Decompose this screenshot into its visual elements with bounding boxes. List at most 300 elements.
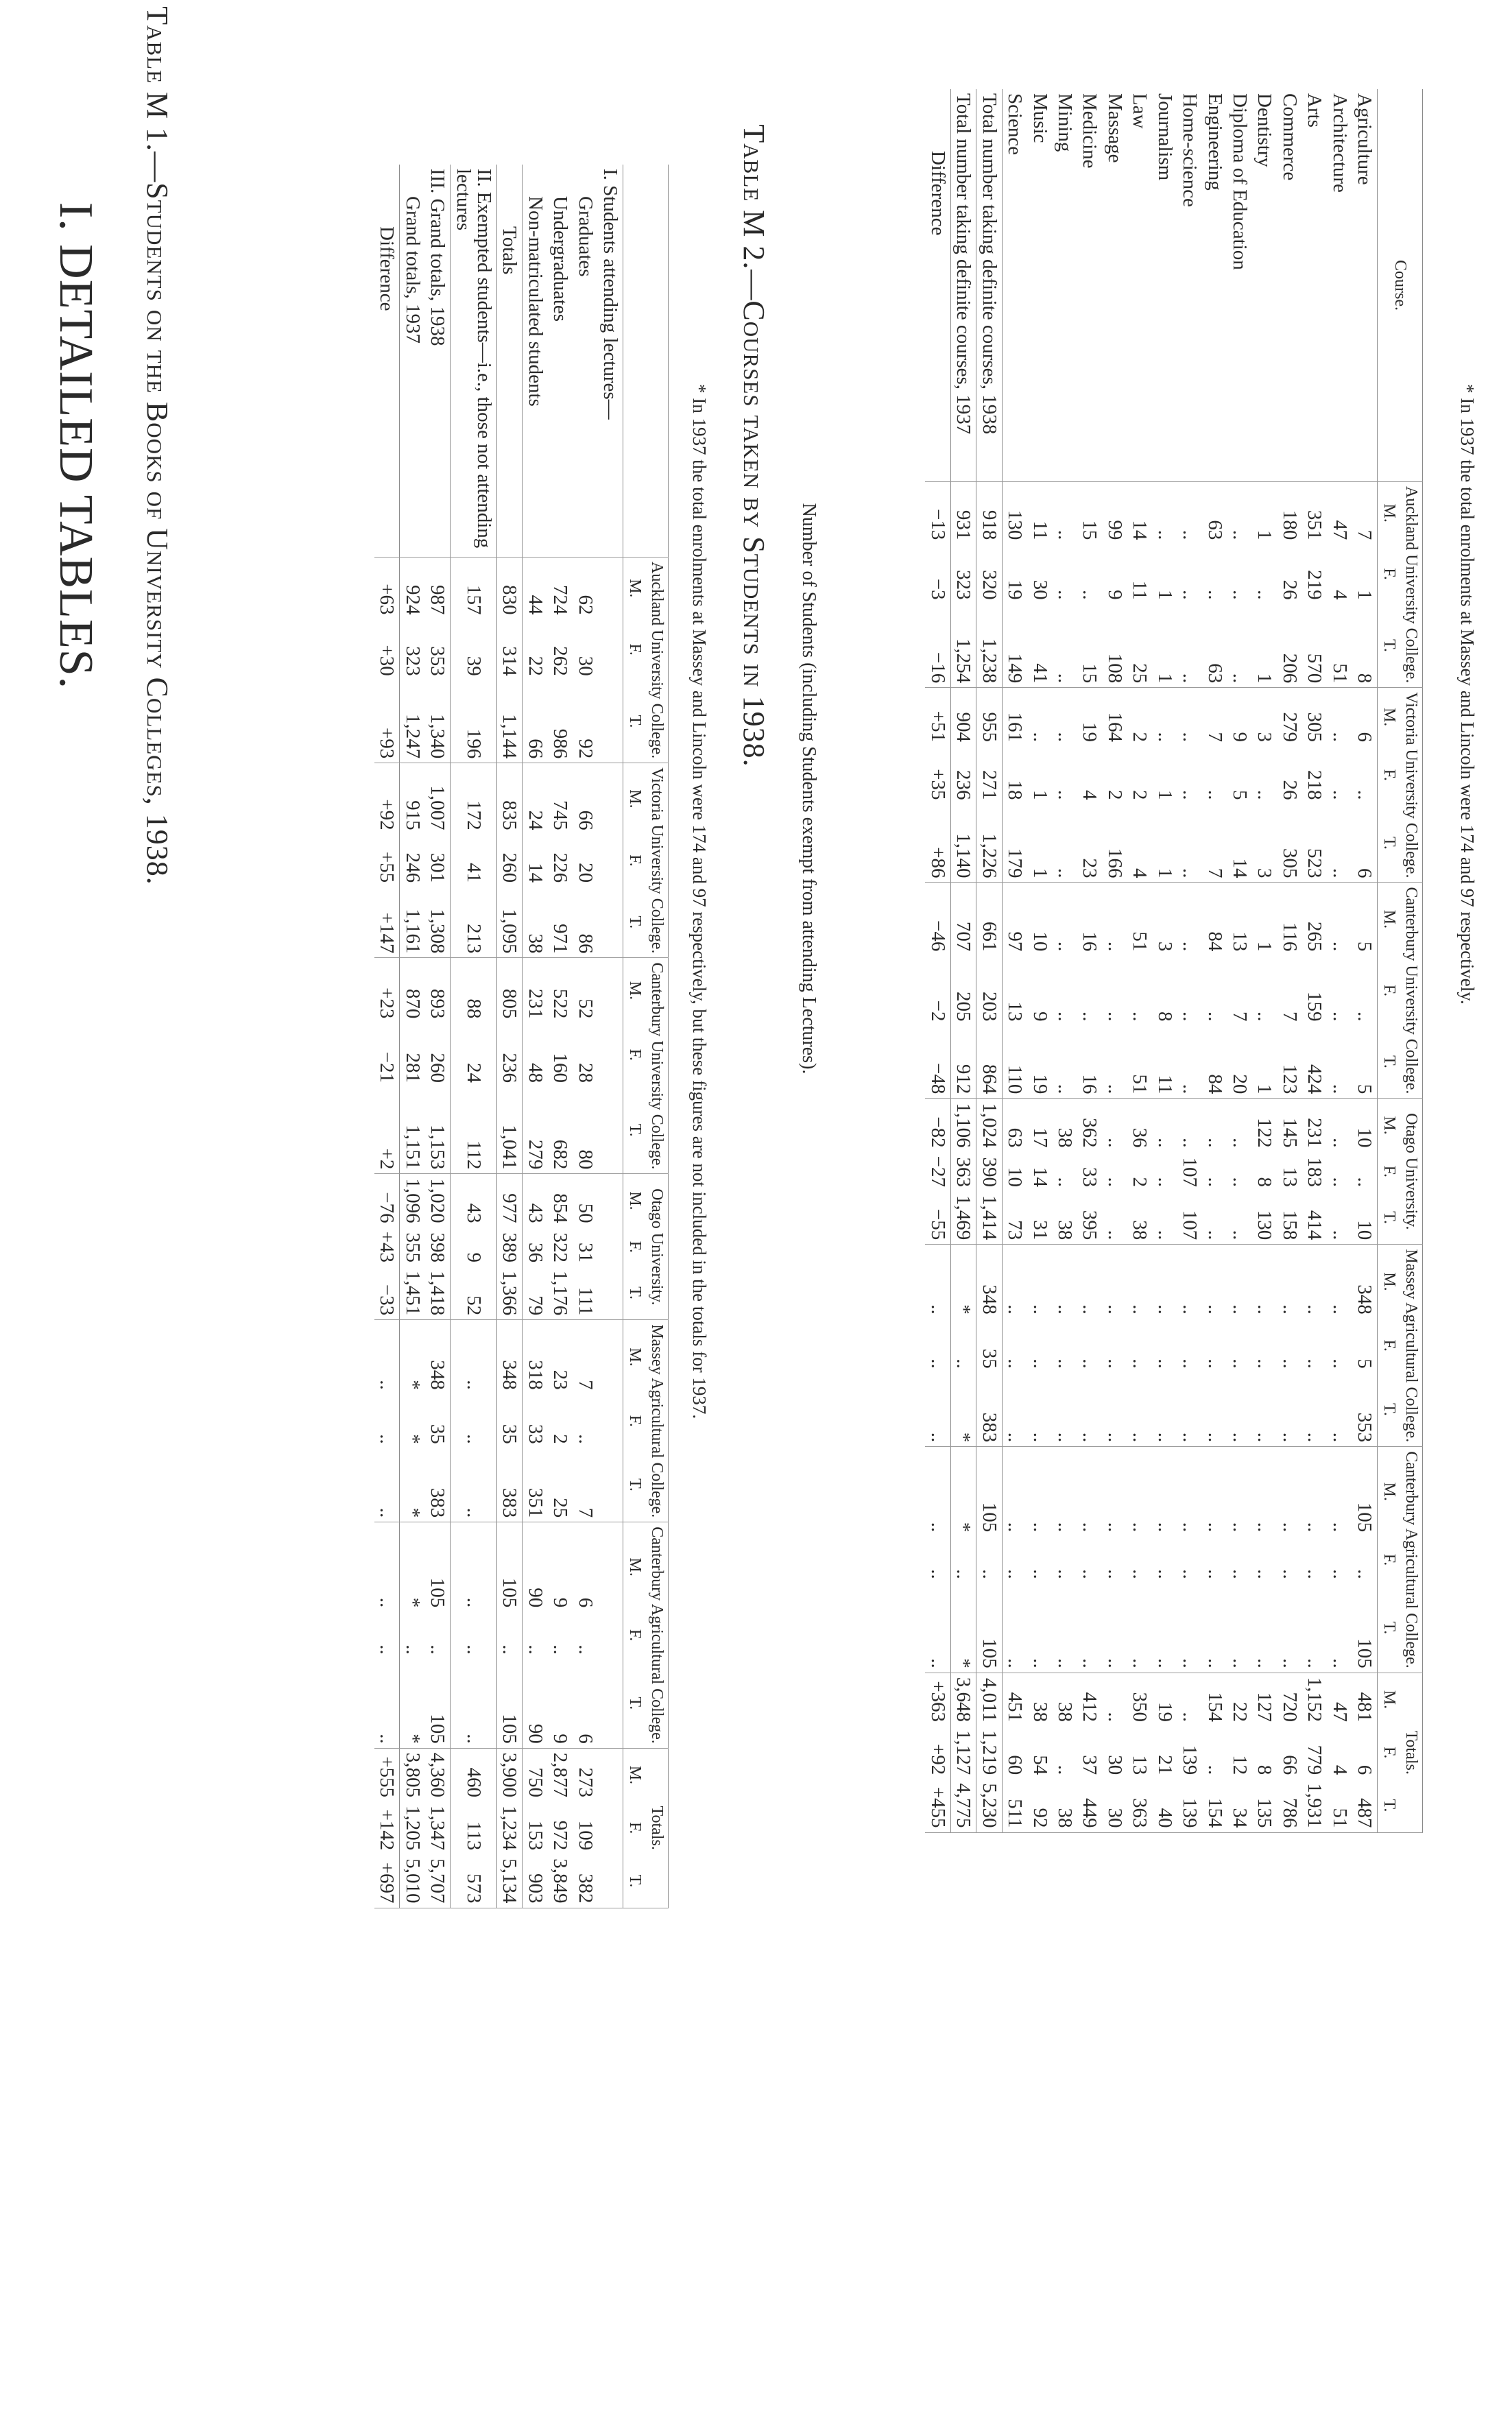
college-header: Canterbury University College. — [646, 958, 669, 1174]
table-cell: +35 — [926, 769, 949, 800]
table-cell: .. — [1002, 1583, 1027, 1673]
subhead-total: T. — [1378, 1025, 1400, 1098]
table-cell: .. — [1229, 590, 1251, 600]
table-cell: .. — [1179, 529, 1201, 540]
table-cell: .. — [374, 1448, 400, 1522]
table-cell: 1,020 — [427, 1178, 449, 1223]
table-cell: .. — [1277, 1373, 1301, 1447]
table-cell: 348 — [978, 1284, 1000, 1315]
table-cell: .. — [1203, 1304, 1226, 1315]
table-cell: .. — [1203, 1569, 1226, 1579]
table-cell: .. — [926, 1569, 949, 1579]
table-cell: 22 — [524, 656, 547, 676]
table-cell: 987 — [427, 585, 449, 615]
table-cell: 487 — [1352, 1779, 1378, 1832]
table-cell: 41 — [1027, 604, 1052, 688]
table-cell: .. — [1053, 604, 1077, 688]
table-cell: * — [950, 1583, 976, 1673]
table-cell — [598, 1267, 623, 1320]
table-cell: 7 — [1354, 529, 1376, 540]
table-cell: 10 — [1354, 1127, 1376, 1148]
row-label: Engineering — [1202, 89, 1227, 482]
college-header: Auckland University College. — [646, 558, 669, 763]
table-cell: 22 — [1229, 1702, 1251, 1723]
table-cell: 322 — [549, 1232, 572, 1262]
table-cell: −27 — [926, 1155, 949, 1187]
table-cell: .. — [1027, 1373, 1052, 1447]
table1-stub-header — [623, 165, 669, 558]
table-cell: 5 — [1354, 941, 1376, 952]
table-cell: −21 — [376, 1051, 398, 1083]
table-cell: 19 — [1004, 579, 1027, 600]
table-cell: .. — [1079, 1522, 1101, 1533]
subhead-male: M. — [625, 981, 644, 1001]
table-row — [548, 165, 573, 1908]
table-cell: +43 — [376, 1231, 398, 1262]
table-cell: .. — [1328, 732, 1351, 742]
table-cell: 97 — [1004, 931, 1027, 952]
table-cell — [598, 619, 623, 680]
table-cell: 8 — [1253, 1177, 1276, 1187]
table-cell: 523 — [1302, 804, 1327, 883]
table-cell: 38 — [1053, 1702, 1076, 1723]
table-cell — [598, 1320, 623, 1394]
table-cell: 105 — [425, 1659, 451, 1749]
table-cell: 1,106 — [952, 1103, 975, 1148]
table-cell: 271 — [978, 769, 1000, 800]
table-cell: 1,414 — [976, 1191, 1002, 1245]
table-cell: 19 — [1079, 721, 1101, 742]
table-cell: 11 — [1152, 1025, 1177, 1098]
table-cell: .. — [1152, 1583, 1177, 1673]
table-cell: 661 — [978, 921, 1000, 952]
table-cell: .. — [1302, 1583, 1327, 1673]
table-cell: 10 — [1004, 1167, 1027, 1187]
table-cell: 62 — [574, 595, 597, 615]
table-cell: 161 — [1004, 712, 1027, 742]
table-cell: .. — [1252, 1373, 1277, 1447]
table-cell: .. — [1153, 732, 1176, 742]
table-cell: .. — [1127, 1373, 1152, 1447]
table-cell: 1,308 — [425, 887, 451, 958]
table-cell: 1 — [1253, 941, 1276, 952]
table-cell: 1,127 — [952, 1730, 975, 1775]
table-cell: 305 — [1304, 712, 1326, 742]
table-cell: .. — [1129, 1304, 1151, 1315]
table-cell: .. — [1328, 1177, 1351, 1187]
table-cell: * — [952, 1522, 975, 1533]
table-cell: 1 — [1027, 804, 1052, 883]
table-row — [950, 89, 976, 1832]
table-cell: 246 — [401, 852, 424, 883]
table-cell: 924 — [401, 585, 424, 615]
table-cell: .. — [1079, 590, 1101, 600]
table-cell: .. — [1253, 1522, 1276, 1533]
table-cell: 4,775 — [950, 1779, 976, 1832]
table-cell: 977 — [499, 1193, 521, 1223]
table-cell: .. — [1053, 1569, 1076, 1579]
table-cell: .. — [1103, 1177, 1126, 1187]
table-cell: .. — [1203, 590, 1226, 600]
row-label: Graduates — [573, 165, 597, 558]
table-cell: 23 — [549, 1369, 572, 1390]
table-cell: 301 — [427, 852, 449, 883]
table-cell: .. — [1179, 1522, 1201, 1533]
table-cell: 38 — [1053, 1127, 1076, 1148]
table-cell: .. — [1177, 1373, 1202, 1447]
row-label: Massage — [1102, 89, 1127, 482]
table-cell: 35 — [978, 1348, 1000, 1369]
subhead-female: F. — [1380, 1165, 1398, 1178]
subhead-female: F. — [1380, 568, 1398, 580]
table-cell: .. — [1328, 941, 1351, 952]
table-cell — [598, 1087, 623, 1174]
table-cell: 854 — [549, 1193, 572, 1223]
table-cell: .. — [1129, 1522, 1151, 1533]
table-cell: 451 — [1004, 1692, 1027, 1723]
table-row — [1352, 89, 1378, 1832]
table-cell: 111 — [573, 1267, 597, 1320]
table-cell: 19 — [1153, 1702, 1176, 1723]
college-header: Canterbury University College. — [1400, 883, 1423, 1099]
table-cell: .. — [1004, 1358, 1027, 1369]
table-cell: .. — [1328, 1011, 1351, 1022]
table-cell: 105 — [978, 1502, 1000, 1533]
subhead-male: M. — [625, 579, 644, 598]
table-cell: 226 — [549, 852, 572, 883]
table-cell: 51 — [1129, 931, 1151, 952]
table-cell: +147 — [374, 887, 400, 958]
table-cell: .. — [1029, 1304, 1051, 1315]
table-cell: 37 — [1079, 1755, 1101, 1775]
subhead-male: M. — [1380, 707, 1398, 727]
table-cell: 158 — [1277, 1191, 1301, 1245]
subhead-total: T. — [623, 1448, 646, 1522]
table-cell: 830 — [499, 585, 521, 615]
table-cell: 25 — [1127, 604, 1152, 688]
row-label: Diploma of Education — [1227, 89, 1252, 482]
table-cell: .. — [1202, 1191, 1227, 1245]
table-cell: 139 — [1179, 1745, 1201, 1775]
table-cell: .. — [1304, 1522, 1326, 1533]
table-cell: .. — [1079, 1304, 1101, 1315]
table-cell — [598, 680, 623, 763]
table-cell: 80 — [573, 1087, 597, 1174]
table-cell — [598, 763, 623, 835]
table-cell: .. — [1328, 1358, 1351, 1369]
table-cell: 1,418 — [425, 1267, 451, 1320]
table1-footnote: * In 1937 the total enrolments at Massey and Lincoln were 174 and 97 respectively, but these figures are not included in the totals for 1937. — [689, 384, 710, 1419]
table-cell: 15 — [1079, 520, 1101, 540]
table-cell: +92 — [376, 799, 398, 830]
table-cell: 1,247 — [400, 680, 425, 763]
table-cell: .. — [1203, 1138, 1226, 1148]
table-cell: .. — [1354, 1569, 1376, 1579]
table-cell: 6 — [574, 1597, 597, 1608]
row-label: Arts — [1302, 89, 1327, 482]
table-cell: .. — [1029, 1522, 1051, 1533]
table-cell: 986 — [548, 680, 573, 763]
table-cell: +363 — [926, 1681, 949, 1723]
table-cell: .. — [401, 1644, 424, 1655]
table-cell: .. — [1103, 1358, 1126, 1369]
table-cell: .. — [1227, 1191, 1252, 1245]
table-cell: 166 — [1102, 804, 1127, 883]
table-cell: .. — [1179, 1011, 1201, 1022]
table-cell: .. — [1102, 1373, 1127, 1447]
row-label: II. Exempted students—i.e., those not attending lectures — [451, 165, 497, 558]
table-cell: 351 — [1304, 510, 1326, 540]
table-cell: 412 — [1079, 1692, 1101, 1723]
table-cell: 382 — [573, 1854, 597, 1908]
table-cell: 3,648 — [952, 1677, 975, 1723]
table-cell: 122 — [1253, 1118, 1276, 1148]
table-cell: 16 — [1079, 931, 1101, 952]
table-cell: 573 — [451, 1854, 497, 1908]
table-m1 — [374, 165, 669, 1908]
table-cell: 12 — [1229, 1755, 1251, 1775]
table-cell: 281 — [401, 1053, 424, 1083]
college-header: Auckland University College. — [1400, 482, 1423, 688]
table-cell: 108 — [1102, 604, 1127, 688]
table-cell: .. — [1202, 1583, 1227, 1673]
table-cell: .. — [1278, 1522, 1301, 1533]
table-cell: 1 — [1252, 1025, 1277, 1098]
table-cell: 7 — [574, 1380, 597, 1390]
table-cell: .. — [1053, 529, 1076, 540]
table-row — [1327, 89, 1352, 1832]
table-cell: 1,366 — [497, 1267, 523, 1320]
table-row — [925, 89, 950, 1832]
table-cell — [598, 1612, 623, 1659]
table-cell: .. — [1229, 1138, 1251, 1148]
table-cell: 10 — [1352, 1191, 1378, 1245]
table-cell: 864 — [976, 1025, 1002, 1098]
table-cell: 47 — [1328, 1702, 1351, 1723]
table-cell: 570 — [1302, 604, 1327, 688]
table-cell: .. — [1203, 1522, 1226, 1533]
table-cell: .. — [1102, 1025, 1127, 1098]
table-cell: 105 — [1354, 1502, 1376, 1533]
table-cell: −76 — [376, 1192, 398, 1223]
table-cell: 9 — [1229, 732, 1251, 742]
table-cell: 20 — [574, 863, 597, 883]
table-cell: 972 — [549, 1820, 572, 1851]
table-cell: 279 — [523, 1087, 548, 1174]
row-label: Difference — [374, 165, 400, 558]
table-cell: 3 — [1252, 804, 1277, 883]
table-row — [374, 165, 400, 1908]
table-cell: 805 — [499, 988, 521, 1019]
table-cell: 164 — [1103, 712, 1126, 742]
table-cell: 4,360 — [427, 1752, 449, 1798]
table-cell — [598, 958, 623, 1022]
table-cell: .. — [925, 1583, 950, 1673]
table-cell: 2 — [1129, 789, 1151, 800]
table-cell: 1,931 — [1302, 1779, 1327, 1832]
table-row — [1202, 89, 1227, 1832]
table-cell: 231 — [524, 988, 547, 1019]
table-cell: 414 — [1302, 1191, 1327, 1245]
table-cell: −13 — [926, 509, 949, 540]
subhead-female: F. — [625, 1629, 644, 1642]
subhead-male: M. — [625, 1765, 644, 1785]
table-cell: .. — [376, 1597, 398, 1608]
table-cell: .. — [1302, 1373, 1327, 1447]
table-cell: .. — [1129, 1569, 1151, 1579]
table1-caption: Table M 1.—Students on the Books of University Colleges, 1938. — [141, 6, 174, 885]
table-cell: 9 — [1029, 1011, 1051, 1022]
table-cell: 63 — [1203, 520, 1226, 540]
table-cell: .. — [1354, 789, 1376, 800]
table-cell: 51 — [1327, 604, 1352, 688]
table-cell: .. — [1053, 1373, 1077, 1447]
table-cell: 273 — [574, 1767, 597, 1798]
table-cell: 5,010 — [400, 1854, 425, 1908]
subhead-total: T. — [623, 680, 646, 763]
subhead-female: F. — [1380, 1746, 1398, 1759]
table-cell: 363 — [1127, 1779, 1152, 1832]
table-cell: 105 — [427, 1577, 449, 1608]
table-cell: +697 — [374, 1854, 400, 1908]
table-cell: 31 — [574, 1243, 597, 1262]
row-label: Undergraduates — [548, 165, 573, 558]
table-cell: 84 — [1203, 931, 1226, 952]
table-cell: 99 — [1103, 520, 1126, 540]
table-cell: 320 — [978, 570, 1000, 600]
table-cell: 113 — [462, 1821, 485, 1851]
table-cell: .. — [1053, 1522, 1076, 1533]
table-cell: .. — [1328, 1304, 1351, 1315]
table-cell: 43 — [524, 1203, 547, 1223]
table-cell: .. — [1153, 529, 1176, 540]
table-cell: 720 — [1278, 1692, 1301, 1723]
table-cell: 24 — [524, 810, 547, 830]
table-cell: 6 — [573, 1659, 597, 1749]
table-cell: .. — [1278, 1569, 1301, 1579]
table-cell: .. — [1277, 1583, 1301, 1673]
table-cell: +555 — [376, 1756, 398, 1798]
table-cell: 449 — [1077, 1779, 1102, 1832]
table-cell: −55 — [925, 1191, 950, 1245]
table-cell: .. — [1029, 1358, 1051, 1369]
table-cell: 13 — [1278, 1167, 1301, 1187]
table-cell: .. — [1253, 1569, 1276, 1579]
table-cell: 157 — [462, 585, 485, 615]
table-cell: 1,347 — [427, 1806, 449, 1851]
table-cell: 218 — [1304, 769, 1326, 800]
table-cell: 9 — [549, 1597, 572, 1608]
table-cell: .. — [926, 1358, 949, 1369]
table-cell: +455 — [925, 1779, 950, 1832]
subhead-female: F. — [625, 1241, 644, 1254]
table-row — [1277, 89, 1301, 1832]
table-cell: 205 — [952, 991, 975, 1022]
table-cell: 28 — [574, 1062, 597, 1083]
table-cell: 2,877 — [549, 1752, 572, 1798]
table-cell: .. — [1152, 1191, 1177, 1245]
table-cell: .. — [1027, 1583, 1052, 1673]
table-cell: 23 — [1077, 804, 1102, 883]
table-cell: 135 — [1252, 1779, 1277, 1832]
table-cell: 348 — [1354, 1284, 1376, 1315]
table-cell: .. — [1229, 529, 1251, 540]
table-cell: 38 — [1029, 1702, 1051, 1723]
table-cell: 9 — [462, 1252, 485, 1262]
table-cell: .. — [1327, 1373, 1352, 1447]
table-cell: .. — [1203, 1011, 1226, 1022]
table-cell: 66 — [523, 680, 548, 763]
table-cell: 153 — [524, 1820, 547, 1851]
table-cell: 1,219 — [978, 1730, 1000, 1775]
table-cell: 353 — [427, 646, 449, 676]
table-cell: .. — [1103, 1011, 1126, 1022]
table-cell: 4 — [1079, 789, 1101, 800]
row-label: Total number taking definite courses, 1938 — [976, 89, 1002, 482]
table-cell: .. — [978, 1569, 1000, 1579]
table-cell: 745 — [549, 800, 572, 830]
table-cell: 3 — [1153, 941, 1176, 952]
subhead-male: M. — [1380, 1482, 1398, 1501]
table-cell: 682 — [548, 1087, 573, 1174]
table-cell: .. — [1328, 1569, 1351, 1579]
table-cell: .. — [462, 1597, 485, 1608]
table-cell — [598, 1227, 623, 1267]
subhead-female: F. — [1380, 1339, 1398, 1352]
table-cell: 893 — [427, 988, 449, 1019]
row-label: Non-matriculated students — [523, 165, 548, 558]
table-cell: 60 — [1004, 1755, 1027, 1775]
table-cell: .. — [1103, 1304, 1126, 1315]
table-cell: .. — [1129, 1011, 1151, 1022]
table-cell: 7 — [1203, 732, 1226, 742]
table-cell: 5,230 — [976, 1779, 1002, 1832]
table-cell: 9 — [548, 1659, 573, 1749]
table-cell: .. — [1177, 804, 1202, 883]
table-cell: .. — [1327, 1583, 1352, 1673]
table-cell — [598, 1022, 623, 1087]
subhead-total: T. — [1378, 1191, 1400, 1245]
subhead-total: T. — [623, 1854, 646, 1908]
table-cell: 110 — [1002, 1025, 1027, 1098]
table-cell: .. — [1004, 1522, 1027, 1533]
table-cell: 1,151 — [400, 1087, 425, 1174]
table-cell: .. — [1103, 1712, 1126, 1723]
table-cell: 11 — [1129, 580, 1151, 600]
table-cell: 33 — [524, 1424, 547, 1444]
table-cell: .. — [1203, 789, 1226, 800]
table-cell: .. — [1077, 1373, 1102, 1447]
table2-caption: Table M 2.—Courses taken by Students in 1938. — [737, 124, 771, 767]
table-cell: 8 — [1153, 1011, 1176, 1022]
table-cell: −33 — [374, 1267, 400, 1320]
table-cell: .. — [1278, 1304, 1301, 1315]
row-label: Totals — [497, 165, 523, 558]
table-cell: 6 — [1354, 732, 1376, 742]
table-cell: 1,161 — [400, 887, 425, 958]
table-cell: 88 — [462, 998, 485, 1019]
college-header: Victoria University College. — [1400, 688, 1423, 883]
table-cell: .. — [1053, 804, 1077, 883]
table-cell: 19 — [1027, 1025, 1052, 1098]
table-cell: 30 — [1029, 579, 1051, 600]
table-cell: 7 — [1202, 804, 1227, 883]
table-cell: 2 — [1129, 732, 1151, 742]
table-cell: .. — [427, 1644, 449, 1655]
table-cell: .. — [1179, 789, 1201, 800]
table-cell: .. — [1253, 789, 1276, 800]
table-cell: .. — [1053, 1358, 1076, 1369]
